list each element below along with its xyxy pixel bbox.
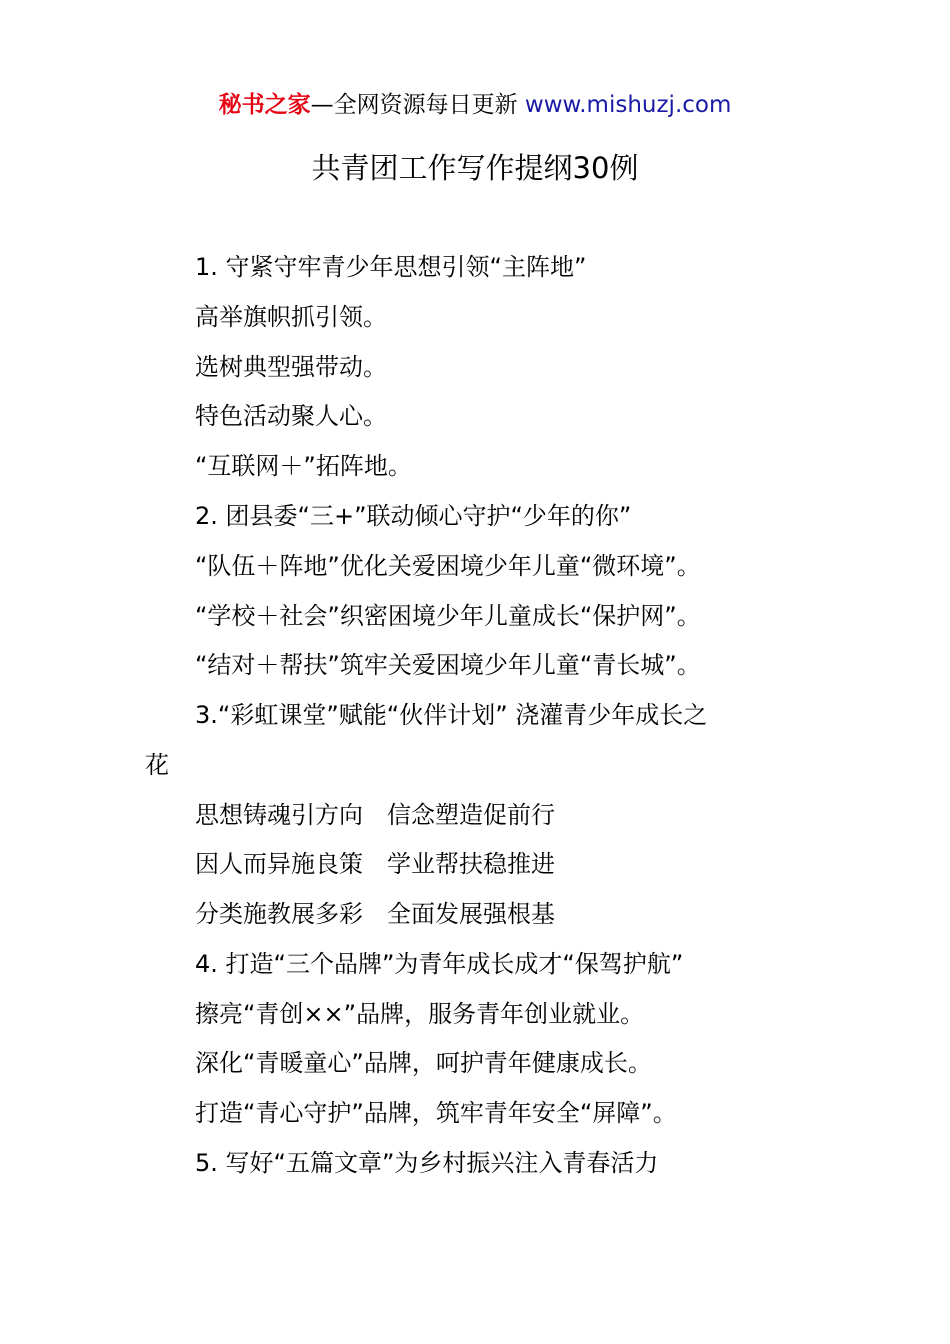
section-heading-5: 5. 写好“五篇文章”为乡村振兴注入青春活力 <box>195 1149 659 1177</box>
body-line: 分类施教展多彩 全面发展强根基 <box>195 900 555 928</box>
site-url-link[interactable]: www.mishuzj.com <box>524 92 732 118</box>
section-heading-2: 2. 团县委“三+”联动倾心守护“少年的你” <box>195 502 632 530</box>
body-line: “互联网＋”拓阵地。 <box>195 452 412 480</box>
body-line: 高举旗帜抓引领。 <box>195 303 387 331</box>
body-line: “学校＋社会”织密困境少年儿童成长“保护网”。 <box>195 602 701 630</box>
body-line: 因人而异施良策 学业帮扶稳推进 <box>195 850 555 878</box>
section-heading-3-continued: 花 <box>145 751 169 779</box>
body-line: “队伍＋阵地”优化关爱困境少年儿童“微环境”。 <box>195 552 701 580</box>
body-line: 深化“青暖童心”品牌，呵护青年健康成长。 <box>195 1049 652 1077</box>
body-line: 打造“青心守护”品牌，筑牢青年安全“屏障”。 <box>195 1099 677 1127</box>
brand-name: 秘书之家 <box>218 92 311 118</box>
section-heading-4: 4. 打造“三个品牌”为青年成长成才“保驾护航” <box>195 950 684 978</box>
header-tagline: —全网资源每日更新 <box>310 92 518 118</box>
body-line: 选树典型强带动。 <box>195 353 387 381</box>
section-heading-3: 3.“彩虹课堂”赋能“伙伴计划” 浇灌青少年成长之 <box>195 701 708 729</box>
site-header <box>0 88 950 122</box>
document-title: 共青团工作写作提纲30例 <box>311 151 639 185</box>
body-line: 思想铸魂引方向 信念塑造促前行 <box>195 801 555 829</box>
body-line: 特色活动聚人心。 <box>195 402 387 430</box>
body-line: 擦亮“青创××”品牌，服务青年创业就业。 <box>195 1000 645 1028</box>
section-heading-1: 1. 守紧守牢青少年思想引领“主阵地” <box>195 253 587 281</box>
body-line: “结对＋帮扶”筑牢关爱困境少年儿童“青长城”。 <box>195 651 701 679</box>
